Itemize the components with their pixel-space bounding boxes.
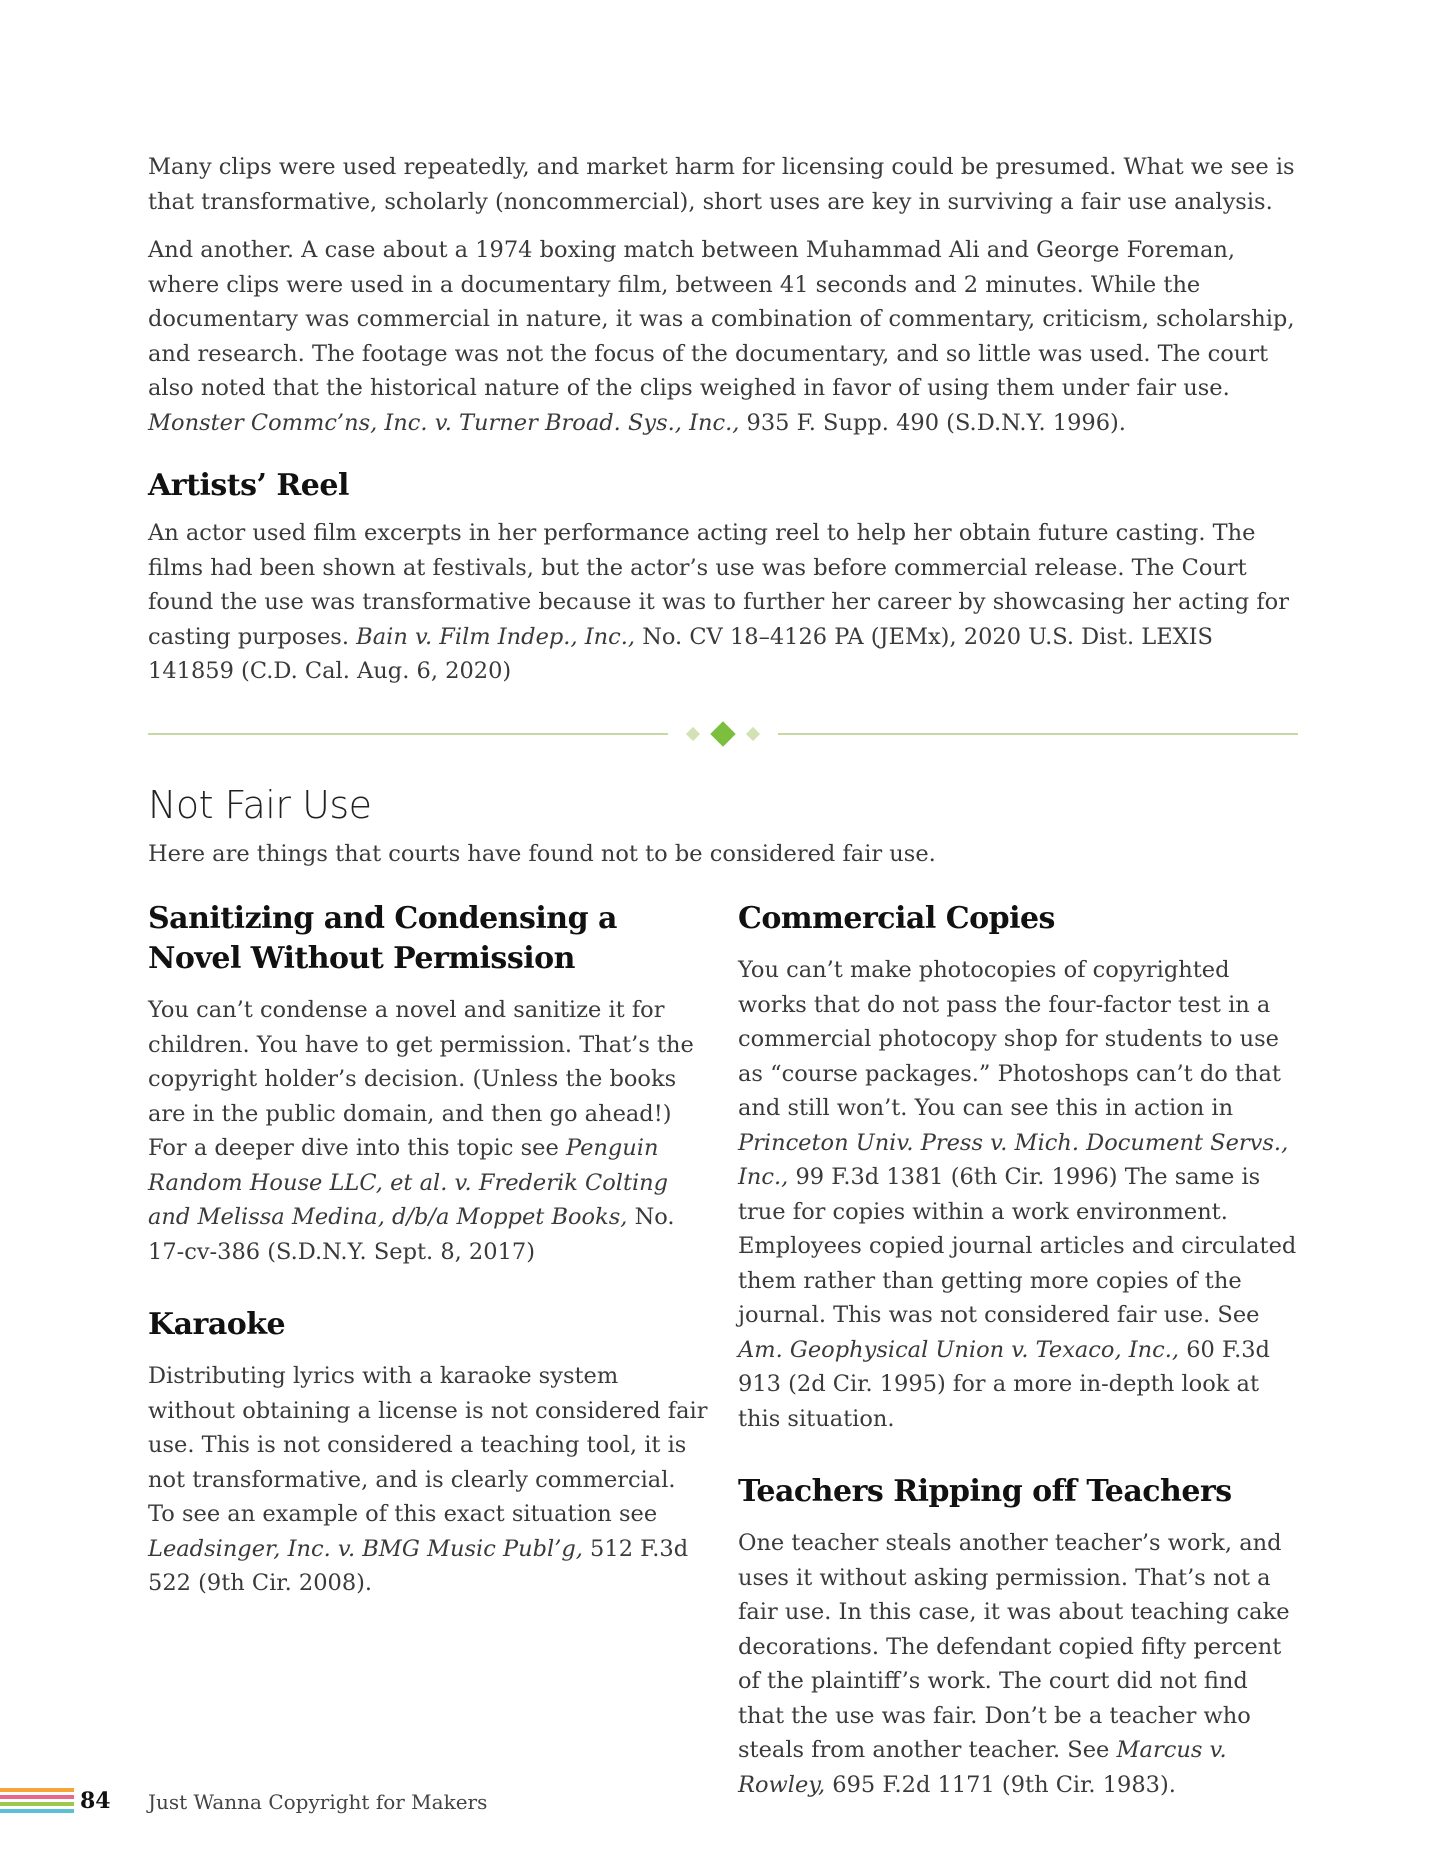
color-stripes [0, 1788, 74, 1816]
artists-reel-heading: Artists’ Reel [148, 468, 349, 503]
artists-reel-paragraph [148, 516, 1298, 689]
teachers-citation: Marcus v. Rowley, [738, 1737, 1227, 1798]
diamond-small-icon [746, 726, 760, 740]
artists-reel-tail: No. CV 18–4126 PA (JEMx), 2020 U.S. Dist. LEXIS 141859 (C.D. Cal. Aug. 6, 2020) [148, 623, 1213, 684]
karaoke-heading: Karaoke [148, 1307, 286, 1342]
teachers-paragraph [738, 1526, 1298, 1802]
page-content [148, 150, 1298, 1816]
intro-p2-tail: 935 F. Supp. 490 (S.D.N.Y. 1996). [739, 409, 1126, 436]
artists-reel-text: An actor used film excerpts in her performance acting reel to help her obtain future casting. The films had been shown at festivals, but the actor’s use was before commercial release. The Court found the use was transformative because it was to further her career by showcasing her acting for casting purposes. [148, 520, 1289, 650]
stripe-orange [0, 1788, 74, 1792]
intro-paragraph-1: Many clips were used repeatedly, and market harm for licensing could be presumed. What we see is that transformative, scholarly (noncommercial), short uses are key in surviving a fair use analysis. [148, 154, 1295, 215]
artists-reel-citation: Bain v. Film Indep., Inc., [356, 623, 636, 650]
stripe-green [0, 1802, 74, 1806]
karaoke-paragraph [148, 1359, 708, 1601]
sanitizing-tail: No. 17-cv-386 (S.D.N.Y. Sept. 8, 2017) [148, 1204, 675, 1265]
intro-p2-citation: Monster Commc’ns, Inc. v. Turner Broad. Sys., Inc., [148, 409, 740, 436]
commercial-copies-citation-1: Princeton Univ. Press v. Mich. Document Servs., Inc., [738, 1129, 1289, 1190]
page-footer [0, 1788, 600, 1828]
section-divider [148, 719, 1298, 749]
commercial-copies-heading: Commercial Copies [738, 901, 1055, 936]
sanitizing-heading: Sanitizing and Condensing a Novel Without Permission [148, 901, 617, 976]
commercial-copies-paragraph [738, 953, 1298, 1436]
commercial-copies-text-1: You can’t make photocopies of copyrighted works that do not pass the four-factor test in a commercial photocopy shop for students to use as “course packages.” Photoshops can’t do that and still won’t. You can see this in action in [738, 957, 1281, 1121]
not-fair-use-intro: Here are things that courts have found not to be considered fair use. [148, 840, 936, 867]
karaoke-citation: Leadsinger, Inc. v. BMG Music Publ’g, [148, 1535, 583, 1562]
diamond-icon [710, 721, 735, 746]
teachers-text: One teacher steals another teacher’s work, and uses it without asking permission. That’s not a fair use. In this case, it was about teaching cake decorations. The defendant copied fifty percent of the plaintiff’s work. The court did not find that the use was fair. Don’t be a teacher who steals from another teacher. See [738, 1530, 1290, 1763]
divider-line-right [778, 733, 1298, 735]
commercial-copies-tail: 60 F.3d 913 (2d Cir. 1995) for a more in-depth look at this situation. [738, 1336, 1270, 1432]
page-number: 84 [80, 1788, 111, 1814]
commercial-copies-citation-2: Am. Geophysical Union v. Texaco, Inc., [738, 1336, 1180, 1363]
sanitizing-paragraph [148, 993, 708, 1269]
left-column [148, 899, 708, 1816]
not-fair-use-title: Not Fair Use [148, 782, 372, 827]
stripe-pink [0, 1795, 74, 1799]
diamond-small-icon [686, 726, 700, 740]
divider-line-left [148, 733, 668, 735]
karaoke-text: Distributing lyrics with a karaoke system without obtaining a license is not considered fair use. This is not considered a teaching tool, it is not transformative, and is clearly commercial. To see an example of this exact situation see [148, 1363, 708, 1527]
karaoke-tail: 512 F.3d 522 (9th Cir. 2008). [148, 1535, 689, 1596]
right-column [738, 899, 1298, 1816]
two-column-layout [148, 899, 1298, 1816]
intro-p2-text: And another. A case about a 1974 boxing match between Muhammad Ali and George Foreman, where clips were used in a documentary film, between 41 seconds and 2 minutes. While the documentary was commercial in nature, it was a combination of commentary, criticism, scholarship, and research. The footage was not the focus of the documentary, and so little was used. The court also noted that the historical nature of the clips weighed in favor of using them under fair use. [148, 237, 1295, 401]
teachers-tail: 695 F.2d 1171 (9th Cir. 1983). [825, 1771, 1176, 1798]
intro-paragraph-2 [148, 233, 1298, 440]
sanitizing-citation: Penguin Random House LLC, et al. v. Frederik Colting and Melissa Medina, d/b/a Moppet Books, [148, 1135, 669, 1230]
teachers-heading: Teachers Ripping off Teachers [738, 1474, 1232, 1509]
stripe-blue [0, 1809, 74, 1813]
sanitizing-text: You can’t condense a novel and sanitize it for children. You have to get permission. That’s the copyright holder’s decision. (Unless the books are in the public domain, and then go ahead!) For a deeper dive into this topic see [148, 997, 694, 1161]
book-title: Just Wanna Copyright for Makers [148, 1790, 488, 1814]
commercial-copies-text-2: 99 F.3d 1381 (6th Cir. 1996) The same is true for copies within a work environment. Employees copied journal articles and circulated them rather than getting more copies of the journal. This was not considered fair use. See [738, 1164, 1297, 1328]
